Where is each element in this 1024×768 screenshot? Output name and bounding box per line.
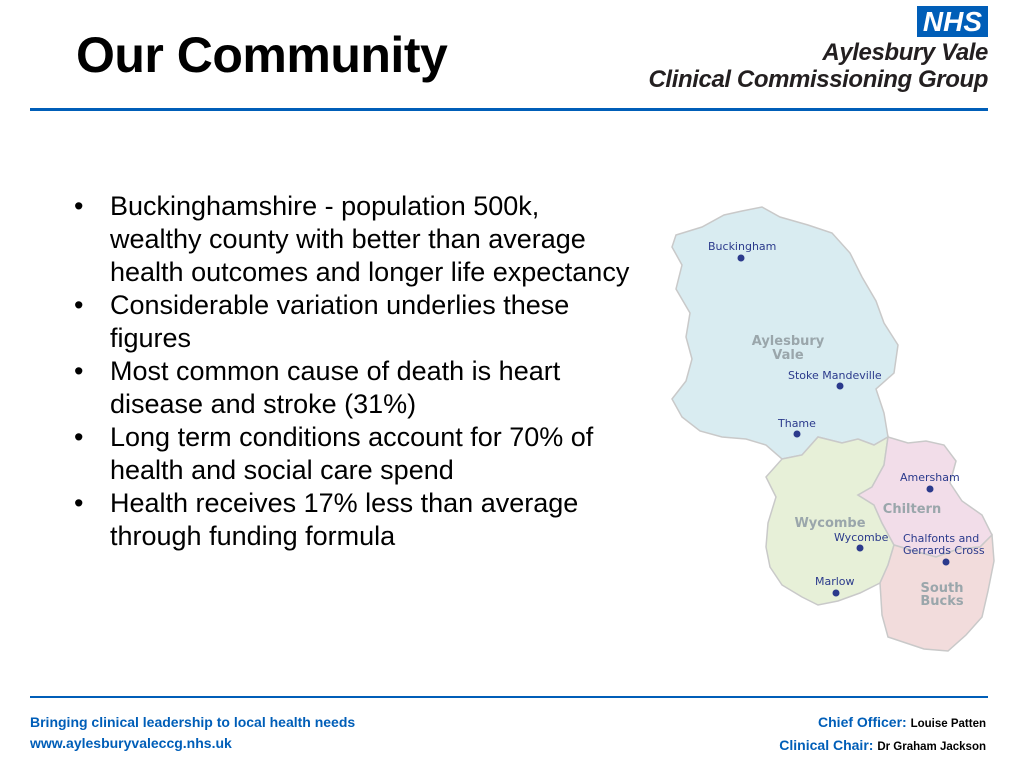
town-marker-amersham bbox=[927, 486, 934, 493]
clinical-chair-label: Clinical Chair: bbox=[779, 737, 874, 753]
region-label-south-bucks-2: Bucks bbox=[920, 594, 964, 609]
nhs-logo bbox=[649, 6, 989, 93]
town-label-stoke-mandeville: Stoke Mandeville bbox=[788, 369, 882, 382]
clinical-chair-line bbox=[779, 735, 986, 758]
org-name-line2: Clinical Commissioning Group bbox=[648, 66, 988, 93]
page-title: Our Community bbox=[76, 27, 448, 83]
bullet-list bbox=[70, 190, 630, 553]
bullet-item: • Health receives 17% less than average through funding formula bbox=[70, 487, 630, 553]
header-divider bbox=[30, 108, 988, 111]
region-label-wycombe: Wycombe bbox=[794, 516, 866, 531]
region-label-aylesbury-vale: Aylesbury bbox=[751, 334, 825, 349]
town-marker-thame bbox=[794, 431, 801, 438]
buckinghamshire-map bbox=[662, 205, 1002, 665]
town-marker-stoke-mandeville bbox=[837, 383, 844, 390]
chief-officer-name: Louise Patten bbox=[910, 718, 986, 730]
chief-officer-line bbox=[779, 712, 986, 735]
town-label-amersham: Amersham bbox=[900, 471, 960, 484]
region-label-chiltern: Chiltern bbox=[882, 502, 942, 517]
town-marker-chalfonts bbox=[943, 559, 950, 566]
footer-tagline: Bringing clinical leadership to local health needs bbox=[30, 714, 356, 730]
town-label-buckingham: Buckingham bbox=[708, 240, 777, 253]
town-label-chalfonts-2: Gerrards Cross bbox=[903, 544, 985, 557]
nhs-logo-badge: NHS bbox=[917, 6, 988, 37]
town-label-marlow: Marlow bbox=[815, 575, 855, 588]
org-name-line1: Aylesbury Vale bbox=[822, 39, 988, 66]
footer-left bbox=[30, 712, 355, 754]
clinical-chair-name: Dr Graham Jackson bbox=[877, 741, 986, 753]
bullet-item: • Considerable variation underlies these figures bbox=[70, 289, 630, 355]
town-marker-wycombe bbox=[857, 545, 864, 552]
town-marker-buckingham bbox=[738, 255, 745, 262]
bullet-item: • Most common cause of death is heart disease and stroke (31%) bbox=[70, 355, 630, 421]
town-label-wycombe: Wycombe bbox=[834, 531, 889, 544]
footer-right bbox=[779, 712, 986, 758]
bullet-item: • Buckinghamshire - population 500k, wealthy county with better than average health outcomes and longer life expectancy bbox=[70, 190, 630, 289]
town-label-chalfonts: Chalfonts and bbox=[903, 532, 980, 545]
region-label-aylesbury-vale-2: Vale bbox=[772, 348, 804, 363]
town-marker-marlow bbox=[833, 590, 840, 597]
town-label-thame: Thame bbox=[778, 417, 816, 430]
chief-officer-label: Chief Officer: bbox=[818, 714, 907, 730]
region-label-south-bucks: South bbox=[920, 581, 964, 596]
bullet-item: • Long term conditions account for 70% of health and social care spend bbox=[70, 421, 630, 487]
footer-divider bbox=[30, 696, 988, 698]
footer-website-link[interactable]: www.aylesburyvaleccg.nhs.uk bbox=[30, 735, 232, 751]
